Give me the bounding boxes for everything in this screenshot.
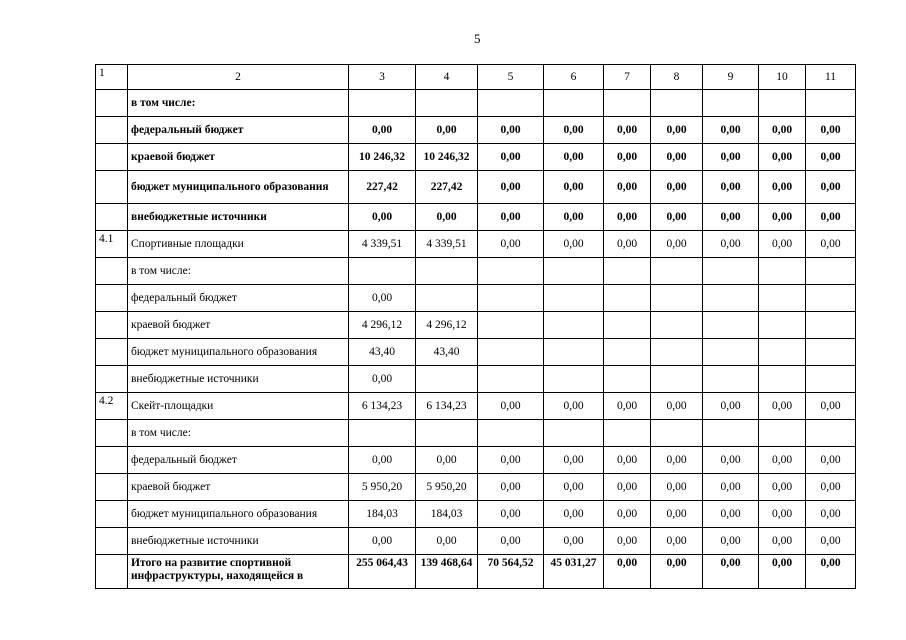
value-cell	[478, 90, 544, 117]
value-cell	[478, 285, 544, 312]
value-cell: 0,00	[604, 117, 651, 144]
value-cell: 0,00	[703, 171, 759, 204]
value-cell: 0,00	[604, 231, 651, 258]
row-number-cell	[96, 366, 128, 393]
header-cell: 3	[349, 65, 416, 90]
value-cell: 0,00	[544, 528, 604, 555]
table-row	[96, 420, 856, 447]
value-cell	[604, 339, 651, 366]
value-cell: 0,00	[806, 117, 856, 144]
value-cell: 0,00	[651, 144, 703, 171]
header-cell: 5	[478, 65, 544, 90]
value-cell: 43,40	[416, 339, 478, 366]
row-label-cell: краевой бюджет	[128, 312, 349, 339]
value-cell: 0,00	[544, 204, 604, 231]
value-cell: 0,00	[478, 231, 544, 258]
table-row	[96, 117, 856, 144]
value-cell	[478, 258, 544, 285]
table-row	[96, 474, 856, 501]
value-cell: 0,00	[651, 117, 703, 144]
value-cell: 0,00	[759, 204, 806, 231]
value-cell	[651, 285, 703, 312]
value-cell: 4 339,51	[349, 231, 416, 258]
header-cell: 10	[759, 65, 806, 90]
value-cell	[544, 312, 604, 339]
row-label-cell: бюджет муниципального образования	[128, 339, 349, 366]
row-label-cell: краевой бюджет	[128, 474, 349, 501]
row-number-cell	[96, 90, 128, 117]
value-cell	[759, 339, 806, 366]
value-cell	[416, 420, 478, 447]
header-cell: 11	[806, 65, 856, 90]
row-label-cell: бюджет муниципального образования	[128, 171, 349, 204]
value-cell	[651, 339, 703, 366]
value-cell: 0,00	[806, 501, 856, 528]
value-cell	[703, 258, 759, 285]
value-cell: 5 950,20	[349, 474, 416, 501]
value-cell: 0,00	[806, 555, 856, 589]
value-cell: 184,03	[416, 501, 478, 528]
value-cell: 0,00	[478, 144, 544, 171]
row-number-cell	[96, 474, 128, 501]
table-row	[96, 393, 856, 420]
value-cell	[544, 339, 604, 366]
header-cell: 7	[604, 65, 651, 90]
value-cell: 0,00	[544, 231, 604, 258]
value-cell	[806, 366, 856, 393]
value-cell	[604, 285, 651, 312]
table-row	[96, 258, 856, 285]
value-cell: 0,00	[703, 204, 759, 231]
value-cell: 6 134,23	[349, 393, 416, 420]
value-cell: 43,40	[349, 339, 416, 366]
value-cell	[349, 258, 416, 285]
row-label-cell: в том числе:	[128, 420, 349, 447]
value-cell: 0,00	[349, 204, 416, 231]
value-cell	[416, 366, 478, 393]
value-cell: 0,00	[349, 117, 416, 144]
value-cell: 0,00	[806, 204, 856, 231]
value-cell	[703, 90, 759, 117]
value-cell: 0,00	[759, 144, 806, 171]
value-cell: 0,00	[759, 117, 806, 144]
value-cell: 0,00	[651, 474, 703, 501]
value-cell: 0,00	[604, 555, 651, 589]
value-cell: 0,00	[416, 204, 478, 231]
header-cell: 4	[416, 65, 478, 90]
value-cell: 0,00	[604, 393, 651, 420]
value-cell: 0,00	[478, 447, 544, 474]
value-cell: 0,00	[806, 393, 856, 420]
value-cell: 0,00	[651, 204, 703, 231]
row-number-cell	[96, 258, 128, 285]
value-cell	[604, 312, 651, 339]
value-cell	[806, 285, 856, 312]
header-cell: 6	[544, 65, 604, 90]
table-row	[96, 90, 856, 117]
row-label-cell: внебюджетные источники	[128, 528, 349, 555]
value-cell	[604, 90, 651, 117]
value-cell: 0,00	[478, 171, 544, 204]
value-cell: 0,00	[703, 393, 759, 420]
value-cell: 0,00	[759, 171, 806, 204]
page-number: 5	[474, 31, 481, 46]
value-cell	[544, 420, 604, 447]
value-cell	[478, 339, 544, 366]
value-cell: 0,00	[604, 144, 651, 171]
value-cell: 0,00	[703, 528, 759, 555]
value-cell	[703, 339, 759, 366]
row-label-cell: в том числе:	[128, 90, 349, 117]
table-row	[96, 204, 856, 231]
value-cell	[544, 258, 604, 285]
value-cell	[759, 285, 806, 312]
value-cell: 0,00	[651, 501, 703, 528]
budget-table	[95, 64, 856, 589]
table-row	[96, 339, 856, 366]
table-row	[96, 447, 856, 474]
value-cell: 0,00	[651, 447, 703, 474]
value-cell: 0,00	[349, 285, 416, 312]
value-cell	[349, 90, 416, 117]
value-cell: 45 031,27	[544, 555, 604, 589]
value-cell: 4 296,12	[349, 312, 416, 339]
table-row	[96, 231, 856, 258]
value-cell: 0,00	[703, 231, 759, 258]
value-cell: 0,00	[349, 447, 416, 474]
row-label-cell: Скейт-площадки	[128, 393, 349, 420]
value-cell	[604, 258, 651, 285]
row-number-cell	[96, 447, 128, 474]
value-cell: 0,00	[349, 366, 416, 393]
value-cell: 0,00	[651, 555, 703, 589]
value-cell	[349, 420, 416, 447]
row-number-cell	[96, 171, 128, 204]
value-cell	[478, 366, 544, 393]
value-cell	[703, 285, 759, 312]
table-row	[96, 528, 856, 555]
value-cell: 0,00	[478, 393, 544, 420]
table-row	[96, 171, 856, 204]
value-cell	[604, 366, 651, 393]
row-number-cell	[96, 312, 128, 339]
value-cell: 0,00	[478, 501, 544, 528]
value-cell: 5 950,20	[416, 474, 478, 501]
value-cell: 0,00	[759, 393, 806, 420]
value-cell	[806, 420, 856, 447]
value-cell	[759, 420, 806, 447]
value-cell: 6 134,23	[416, 393, 478, 420]
row-label-cell: внебюджетные источники	[128, 366, 349, 393]
value-cell: 0,00	[544, 144, 604, 171]
row-number-cell: 4.1	[96, 231, 128, 258]
row-number-cell	[96, 117, 128, 144]
row-number-cell	[96, 420, 128, 447]
value-cell: 0,00	[604, 501, 651, 528]
value-cell: 0,00	[806, 144, 856, 171]
value-cell	[478, 312, 544, 339]
value-cell: 4 339,51	[416, 231, 478, 258]
value-cell: 0,00	[544, 447, 604, 474]
header-row	[96, 65, 856, 90]
value-cell: 255 064,43	[349, 555, 416, 589]
value-cell: 0,00	[759, 447, 806, 474]
row-number-cell	[96, 204, 128, 231]
value-cell: 0,00	[544, 171, 604, 204]
value-cell: 0,00	[703, 144, 759, 171]
value-cell	[759, 90, 806, 117]
value-cell	[759, 312, 806, 339]
value-cell: 184,03	[349, 501, 416, 528]
value-cell	[651, 366, 703, 393]
value-cell: 0,00	[759, 501, 806, 528]
value-cell: 0,00	[806, 474, 856, 501]
row-label-cell: федеральный бюджет	[128, 285, 349, 312]
value-cell: 0,00	[759, 231, 806, 258]
row-label-cell: внебюджетные источники	[128, 204, 349, 231]
value-cell: 0,00	[703, 501, 759, 528]
row-label-cell: в том числе:	[128, 258, 349, 285]
value-cell: 0,00	[759, 555, 806, 589]
row-label-cell: Итого на развитие спортивной инфраструктуры, находящейся в	[128, 555, 349, 589]
value-cell: 0,00	[703, 117, 759, 144]
row-number-cell	[96, 285, 128, 312]
header-cell: 9	[703, 65, 759, 90]
value-cell: 10 246,32	[349, 144, 416, 171]
table-row	[96, 312, 856, 339]
value-cell: 0,00	[478, 204, 544, 231]
row-number-cell: 4.2	[96, 393, 128, 420]
header-cell: 1	[96, 65, 128, 90]
value-cell	[806, 312, 856, 339]
value-cell: 0,00	[703, 474, 759, 501]
table-row	[96, 501, 856, 528]
value-cell	[703, 366, 759, 393]
value-cell	[416, 90, 478, 117]
value-cell: 0,00	[651, 393, 703, 420]
value-cell: 0,00	[604, 204, 651, 231]
value-cell	[651, 90, 703, 117]
value-cell	[806, 258, 856, 285]
header-cell: 8	[651, 65, 703, 90]
row-label-cell: федеральный бюджет	[128, 117, 349, 144]
value-cell	[703, 312, 759, 339]
value-cell	[806, 90, 856, 117]
value-cell: 0,00	[544, 474, 604, 501]
value-cell: 0,00	[604, 528, 651, 555]
value-cell	[604, 420, 651, 447]
value-cell	[651, 258, 703, 285]
value-cell	[416, 258, 478, 285]
row-label-cell: краевой бюджет	[128, 144, 349, 171]
value-cell: 0,00	[806, 447, 856, 474]
value-cell: 0,00	[806, 528, 856, 555]
value-cell	[651, 312, 703, 339]
value-cell: 0,00	[478, 528, 544, 555]
value-cell: 0,00	[651, 171, 703, 204]
value-cell: 139 468,64	[416, 555, 478, 589]
table-row	[96, 285, 856, 312]
value-cell: 0,00	[349, 528, 416, 555]
row-number-cell	[96, 528, 128, 555]
value-cell	[806, 339, 856, 366]
value-cell: 0,00	[651, 231, 703, 258]
value-cell: 0,00	[544, 117, 604, 144]
value-cell: 0,00	[604, 474, 651, 501]
value-cell	[651, 420, 703, 447]
value-cell: 227,42	[349, 171, 416, 204]
value-cell	[478, 420, 544, 447]
value-cell: 70 564,52	[478, 555, 544, 589]
value-cell: 0,00	[544, 393, 604, 420]
value-cell: 0,00	[478, 117, 544, 144]
row-number-cell	[96, 501, 128, 528]
value-cell: 0,00	[703, 447, 759, 474]
value-cell	[759, 366, 806, 393]
row-number-cell	[96, 144, 128, 171]
value-cell: 0,00	[806, 231, 856, 258]
value-cell: 0,00	[604, 447, 651, 474]
row-number-cell	[96, 339, 128, 366]
value-cell	[703, 420, 759, 447]
table-row	[96, 555, 856, 589]
table-row	[96, 144, 856, 171]
value-cell: 0,00	[651, 528, 703, 555]
value-cell: 0,00	[703, 555, 759, 589]
row-label-cell: Спортивные площадки	[128, 231, 349, 258]
value-cell: 0,00	[759, 528, 806, 555]
value-cell	[544, 285, 604, 312]
row-label-cell: бюджет муниципального образования	[128, 501, 349, 528]
value-cell: 4 296,12	[416, 312, 478, 339]
row-number-cell	[96, 555, 128, 589]
value-cell: 0,00	[416, 447, 478, 474]
value-cell: 0,00	[416, 117, 478, 144]
value-cell	[544, 90, 604, 117]
value-cell: 227,42	[416, 171, 478, 204]
value-cell: 0,00	[759, 474, 806, 501]
header-cell: 2	[128, 65, 349, 90]
value-cell	[416, 285, 478, 312]
value-cell: 0,00	[478, 474, 544, 501]
value-cell: 10 246,32	[416, 144, 478, 171]
row-label-cell: федеральный бюджет	[128, 447, 349, 474]
value-cell	[759, 258, 806, 285]
value-cell	[544, 366, 604, 393]
value-cell: 0,00	[416, 528, 478, 555]
table-row	[96, 366, 856, 393]
value-cell: 0,00	[604, 171, 651, 204]
value-cell: 0,00	[544, 501, 604, 528]
value-cell: 0,00	[806, 171, 856, 204]
